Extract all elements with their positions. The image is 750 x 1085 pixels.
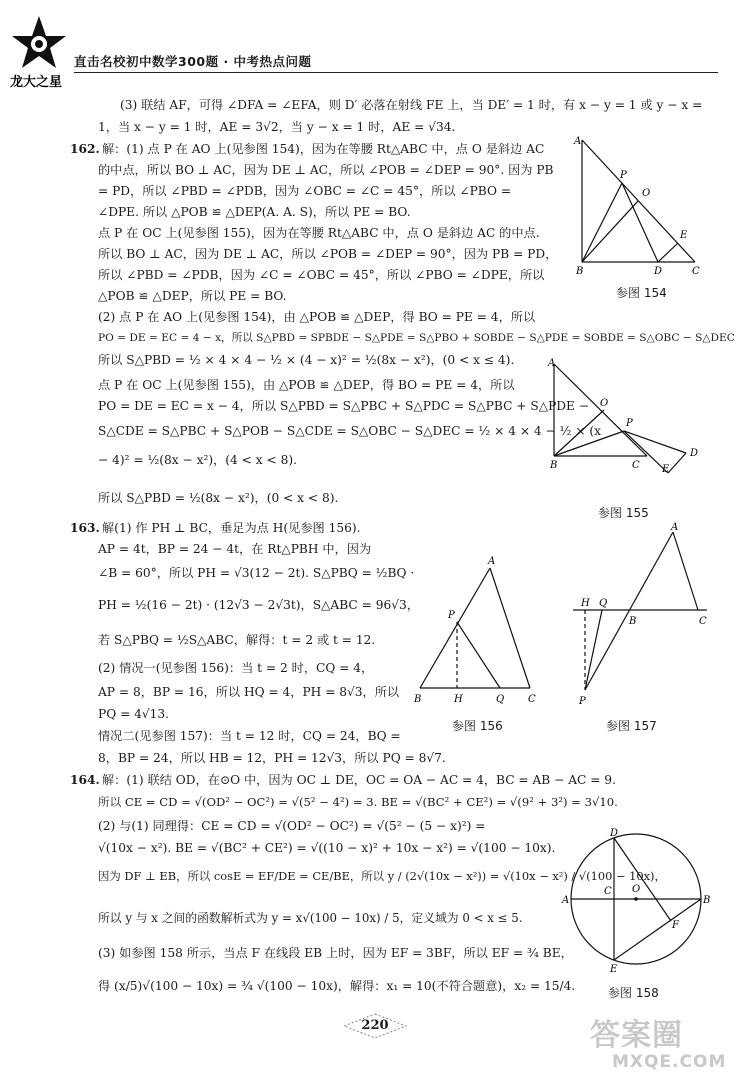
logo-text: 龙大之星 xyxy=(10,75,63,90)
fig155-label: B xyxy=(550,460,558,471)
text-line: S△CDE = S△PBC + S△POB − S△CDE = S△OBC − S△DEC = ½ × 4 × 4 − ½ × (x xyxy=(98,424,602,438)
fig156-label: Q xyxy=(496,694,505,705)
text-line: PQ = 4√13. xyxy=(98,707,170,721)
fig154-line-PD xyxy=(622,183,658,262)
figure-155 xyxy=(544,356,709,476)
fig155-line-BP xyxy=(554,431,624,456)
fig155-label: A xyxy=(548,358,556,369)
problem-number: 164. xyxy=(70,773,100,787)
fig154-label: C xyxy=(692,266,700,277)
fig157-line-PQ xyxy=(585,610,602,690)
text-line: √(10x − x²). BE = √(BC² + CE²) = √((10 − x)² + 10x − x²) = √(100 − 10x). xyxy=(98,841,556,855)
text-line: AP = 8，BP = 16，所以 HQ = 4，PH = 8√3，所以 xyxy=(98,685,400,699)
text-line: = PD，所以 ∠PBD = ∠PDB，因为 ∠OBC = ∠C = 45°，所以 ∠PBO = xyxy=(98,184,512,198)
figure-156 xyxy=(410,550,545,710)
watermark-brand: 答案圈 xyxy=(590,1018,683,1053)
fig155-line-AC xyxy=(554,364,647,456)
text-line: (3) 如参图 158 所示，当点 F 在线段 EB 上时，因为 EF = 3BF，所以 EF = ¾ BE， xyxy=(98,946,573,960)
fig158-label: E xyxy=(610,964,618,974)
text-line: PO = DE = EC = 4 − x，所以 S△PBD = SPBDE − S△PDE = S△PBO + SOBDE − S△PDE = SOBDE = S△OBC − S△DEC xyxy=(98,332,735,344)
text-line: 所以 y 与 x 之间的函数解析式为 y = x√(100 − 10x) / 5，定义域为 0 < x ≤ 5. xyxy=(98,911,523,925)
fig154-caption: 参图 154 xyxy=(616,286,667,300)
fig154-label: B xyxy=(576,266,584,277)
fig156-line-AB xyxy=(420,568,490,688)
fig154-label: D xyxy=(654,266,663,277)
fig155-label: D xyxy=(690,448,699,459)
text-line: 得 (x/5)√(100 − 10x) = ¾ √(100 − 10x)，解得：x₁ = 10(不符合题意)，x₂ = 15/4. xyxy=(98,979,576,993)
page-header xyxy=(0,0,750,90)
fig158-label: D xyxy=(610,828,619,839)
fig155-line-BO xyxy=(554,410,604,456)
fig154-line-BO xyxy=(582,201,638,262)
fig157-line-AC xyxy=(673,532,698,610)
fig155-label: E xyxy=(662,464,670,475)
fig155-line-ED xyxy=(668,453,686,473)
text-line: PH = ½(16 − 2t) · (12√3 − 2√3t)，S△ABC = 96√3， xyxy=(98,598,419,612)
fig158-caption: 参图 158 xyxy=(608,986,659,1000)
watermark-url: MXQE.COM xyxy=(612,1052,727,1072)
book-title: 直击名校初中数学300题 · 中考热点问题 xyxy=(74,54,312,69)
text-line: 解：(1) 联结 OD，在⊙O 中，因为 OC ⊥ DE，OC = OA − AC = 4，BC = AB − AC = 9. xyxy=(102,773,616,787)
figure-158 xyxy=(560,824,710,974)
page-number-text: 220 xyxy=(361,1018,389,1033)
fig156-label: B xyxy=(414,694,422,705)
text-line: AP = 4t，BP = 24 − 4t，在 Rt△PBH 中，因为 xyxy=(98,542,372,556)
fig158-label: B xyxy=(703,895,710,906)
problem-number: 162. xyxy=(70,142,100,156)
text-line: ∠B = 60°，所以 PH = √3(12 − 2t). S△PBQ = ½BQ · xyxy=(98,566,415,580)
fig154-line-DE xyxy=(658,243,678,262)
text-line: 若 S△PBQ = ½S△ABC，解得：t = 2 或 t = 12. xyxy=(98,633,376,647)
text-line: (2) 点 P 在 AO 上(见参图 154)，由 △POB ≌ △DEP，得 BO = PE = 4，所以 xyxy=(98,310,536,324)
text-line: 8，BP = 24，所以 HB = 12，PH = 12√3，所以 PQ = 8√7. xyxy=(98,751,446,765)
fig155-label: P xyxy=(626,418,633,429)
fig157-label: Q xyxy=(599,598,608,609)
fig157-label: C xyxy=(699,616,707,627)
fig155-label: C xyxy=(632,460,640,471)
text-line: (3) 联结 AF，可得 ∠DFA = ∠EFA，则 D′ 必落在射线 FE 上，当 DE′ = 1 时，有 x − y = 1 或 y − x = xyxy=(120,98,703,112)
text-line: 所以 S△PBD = ½ × 4 × 4 − ½ × (4 − x)² = ½(8x − x²)，(0 < x ≤ 4). xyxy=(98,353,515,367)
text-line: 情况二(见参图 157)：当 t = 12 时，CQ = 24，BQ = xyxy=(98,729,401,743)
fig156-label: A xyxy=(488,556,496,567)
text-line: 所以 ∠PBD = ∠PDB，因为 ∠C = ∠OBC = 45°，所以 ∠PBO = ∠DPE，所以 xyxy=(98,268,545,282)
text-line: △POB ≌ △DEP，所以 PE = BO. xyxy=(98,289,287,303)
fig156-label: C xyxy=(528,694,536,705)
fig157-line-AP xyxy=(585,532,673,690)
fig157-label: B xyxy=(629,616,637,627)
star-logo-icon xyxy=(8,14,70,90)
text-line: 所以 BO ⊥ AC，因为 DE ⊥ AC，所以 ∠POB = ∠DEP = 90°，因为 PB = PD， xyxy=(98,247,558,261)
fig156-line-AC xyxy=(490,568,530,688)
text-line: PO = DE = EC = x − 4，所以 S△PBD = S△PBC + S△PDC = S△PBC + S△PDE − xyxy=(98,399,590,413)
header-divider xyxy=(74,72,718,73)
fig156-caption: 参图 156 xyxy=(452,719,503,733)
text-line: ∠DPE. 所以 △POB ≌ △DEP(A. A. S)，所以 PE = BO. xyxy=(98,205,411,219)
fig158-center-dot xyxy=(634,897,638,901)
text-line: (2) 情况一(见参图 156)：当 t = 2 时，CQ = 4， xyxy=(98,661,374,675)
fig156-line-PQ xyxy=(457,622,500,688)
fig158-label: O xyxy=(632,884,641,895)
text-line: 所以 S△PBD = ½(8x − x²)，(0 < x < 8). xyxy=(98,491,339,505)
fig158-label: A xyxy=(562,895,570,906)
fig156-label: P xyxy=(448,610,455,621)
fig155-caption: 参图 155 xyxy=(598,506,649,520)
figure-154 xyxy=(570,132,710,277)
problem-number: 163. xyxy=(70,521,100,535)
fig154-line-BP xyxy=(582,183,622,262)
fig154-label: O xyxy=(642,188,651,199)
text-line: 点 P 在 OC 上(见参图 155)，由 △POB ≌ △DEP，得 BO = PE = 4，所以 xyxy=(98,378,515,392)
text-line: 解：(1) 点 P 在 AO 上(见参图 154)，因为在等腰 Rt△ABC 中，点 O 是斜边 AC xyxy=(102,142,545,156)
text-line: (2) 与(1) 同理得：CE = CD = √(OD² − OC²) = √(5² − (5 − x)²) = xyxy=(98,819,486,833)
fig157-label: H xyxy=(581,598,590,609)
fig158-line-EB xyxy=(614,899,701,960)
text-line: − 4)² = ½(8x − x²)，(4 < x < 8). xyxy=(98,453,297,467)
page-number xyxy=(342,1018,408,1033)
text-line: 因为 DF ⊥ EB，所以 cosE = EF/DE = CE/BE，所以 y / (2√(10x − x²)) = √(10x − x²) / √(100 − 10x)， xyxy=(98,869,666,883)
text-line: 解(1) 作 PH ⊥ BC，垂足为点 H(见参图 156). xyxy=(102,521,361,535)
text-line: 所以 CE = CD = √(OD² − OC²) = √(5² − 4²) = 3. BE = √(BC² + CE²) = √(9² + 3²) = 3√10. xyxy=(98,795,618,809)
fig154-label: P xyxy=(620,170,627,181)
fig158-label: F xyxy=(672,920,679,931)
fig157-label: A xyxy=(671,522,679,533)
figure-157 xyxy=(565,520,715,710)
fig154-label: E xyxy=(680,230,688,241)
fig155-label: O xyxy=(600,398,609,409)
text-line: 的中点，所以 BO ⊥ AC，因为 DE ⊥ AC，所以 ∠POB = ∠DEP = 90°. 因为 PB xyxy=(98,163,554,177)
fig156-label: H xyxy=(454,694,463,705)
fig157-caption: 参图 157 xyxy=(606,719,657,733)
fig154-label: A xyxy=(574,136,582,147)
fig157-label: P xyxy=(579,696,586,707)
fig158-line-DF xyxy=(614,838,671,921)
fig158-label: C xyxy=(604,886,612,897)
text-line: 1，当 x − y = 1 时，AE = 3√2，当 y − x = 1 时，AE = √34. xyxy=(98,120,456,134)
text-line: 点 P 在 OC 上(见参图 155)，因为在等腰 Rt△ABC 中，点 O 是斜边 AC 的中点. xyxy=(98,226,540,240)
